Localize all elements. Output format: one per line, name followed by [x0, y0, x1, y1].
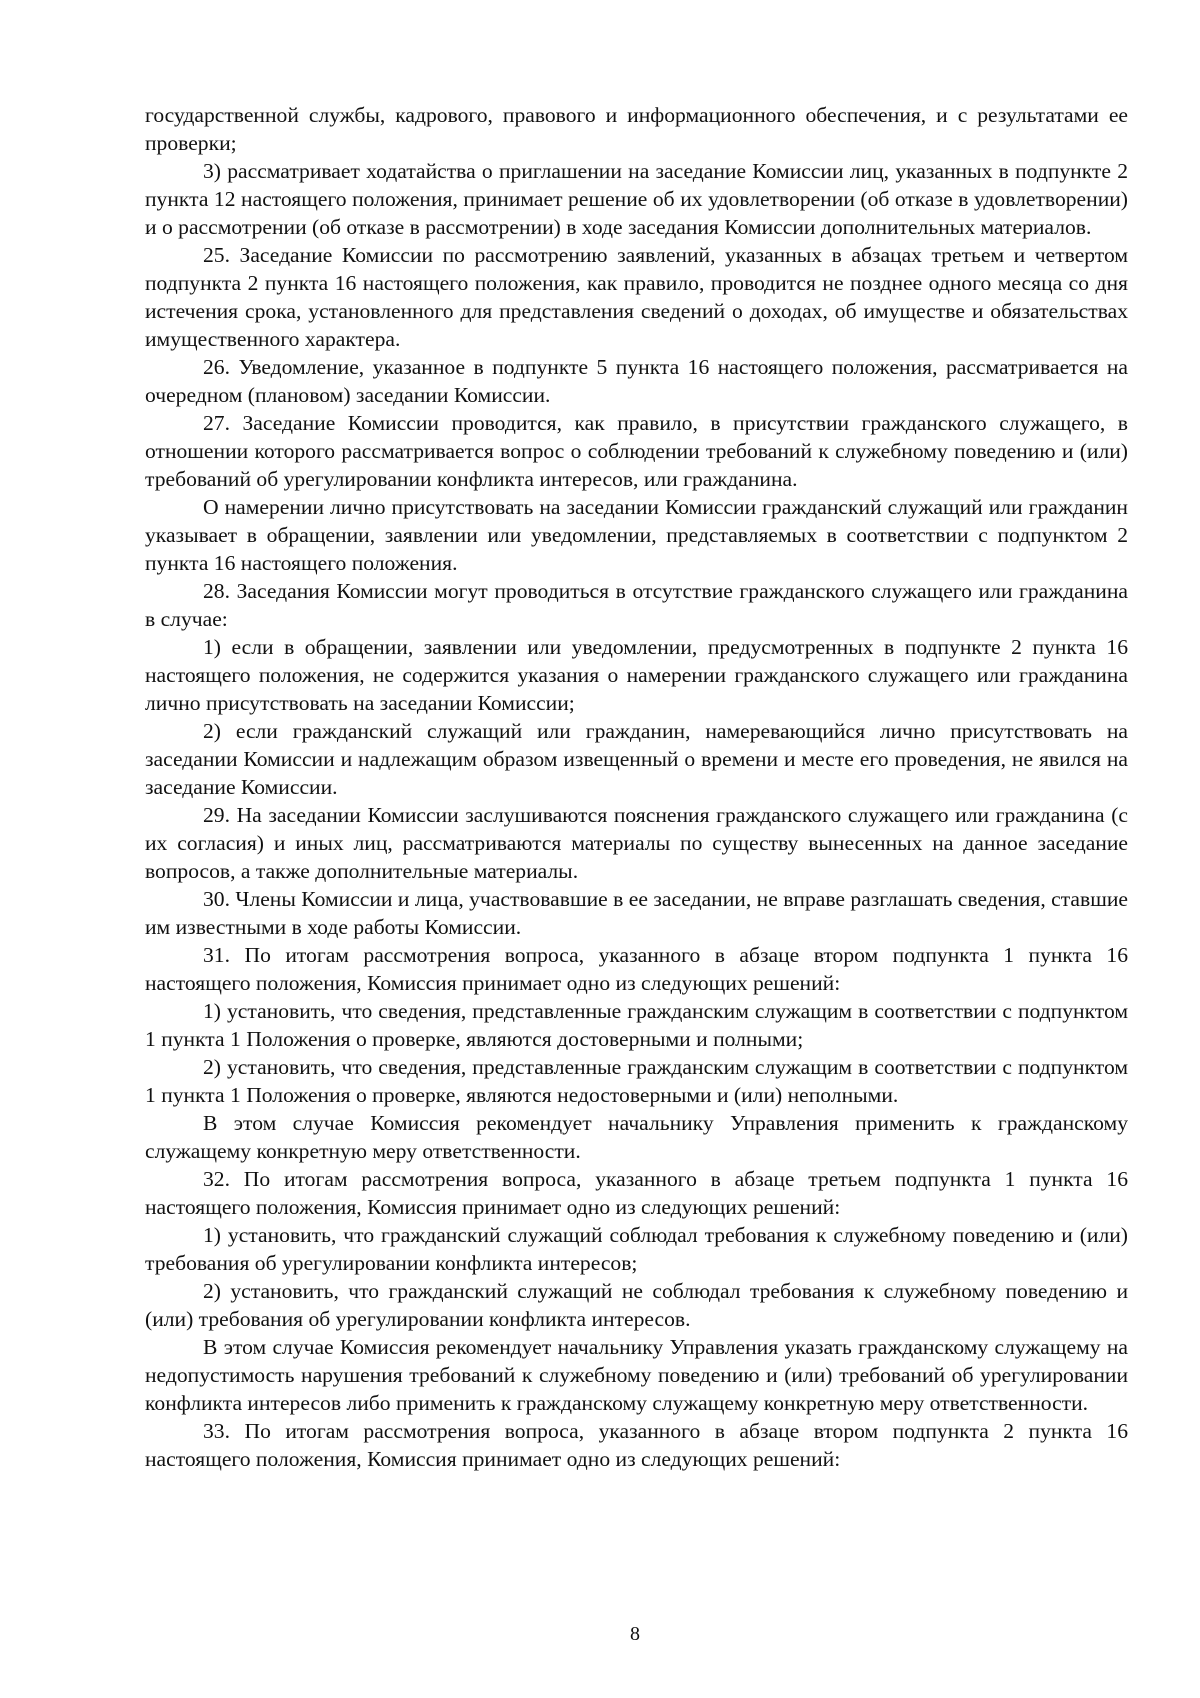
paragraph-27-intent: О намерении лично присутствовать на заседании Комиссии гражданский служащий или гражданин указывает в обращении, заявлении или уведомлении, представляемых в соответствии с подпунктом 2 пункта 16 настоящего положения. — [145, 495, 1128, 575]
paragraph-28-item-2: 2) если гражданский служащий или гражданин, намеревающийся лично присутствовать на заседании Комиссии и надлежащим образом извещенный о времени и месте его проведения, не явился на заседание Комиссии. — [145, 719, 1128, 799]
paragraph-32-item-2: 2) установить, что гражданский служащий не соблюдал требования к служебному поведению и (или) требования об урегулировании конфликта интересов. — [145, 1279, 1128, 1331]
paragraph-28-item-1: 1) если в обращении, заявлении или уведомлении, предусмотренных в подпункте 2 пункта 16 настоящего положения, не содержится указания о намерении гражданского служащего или гражданина лично присутствовать на заседании Комиссии; — [145, 635, 1128, 715]
paragraph-25: 25. Заседание Комиссии по рассмотрению заявлений, указанных в абзацах третьем и четвертом подпункта 2 пункта 16 настоящего положения, как правило, проводится не позднее одного месяца со дня истечения срока, установленного для представления сведений о доходах, об имуществе и обязательствах имущественного характера. — [145, 243, 1128, 351]
paragraph-33: 33. По итогам рассмотрения вопроса, указанного в абзаце втором подпункта 2 пункта 16 настоящего положения, Комиссия принимает одно из следующих решений: — [145, 1419, 1128, 1471]
page-number: 8 — [630, 1623, 640, 1645]
paragraph-32: 32. По итогам рассмотрения вопроса, указанного в абзаце третьем подпункта 1 пункта 16 настоящего положения, Комиссия принимает одно из следующих решений: — [145, 1167, 1128, 1219]
paragraph-29: 29. На заседании Комиссии заслушиваются пояснения гражданского служащего или гражданина (с их согласия) и иных лиц, рассматриваются материалы по существу вынесенных на данное заседание вопросов, а также дополнительные материалы. — [145, 803, 1128, 883]
document-body — [145, 101, 1128, 1473]
paragraph-27: 27. Заседание Комиссии проводится, как правило, в присутствии гражданского служащего, в отношении которого рассматривается вопрос о соблюдении требований к служебному поведению и (или) требований об урегулировании конфликта интересов, или гражданина. — [145, 411, 1128, 491]
paragraph-31-note: В этом случае Комиссия рекомендует начальнику Управления применить к гражданскому служащему конкретную меру ответственности. — [145, 1111, 1128, 1163]
paragraph-continuation: государственной службы, кадрового, правового и информационного обеспечения, и с результатами ее проверки; — [145, 103, 1128, 155]
paragraph-32-note: В этом случае Комиссия рекомендует начальнику Управления указать гражданскому служащему на недопустимость нарушения требований к служебному поведению и (или) требований об урегулировании конфликта интересов либо применить к гражданскому служащему конкретную меру ответственности. — [145, 1335, 1128, 1415]
paragraph-31: 31. По итогам рассмотрения вопроса, указанного в абзаце втором подпункта 1 пункта 16 настоящего положения, Комиссия принимает одно из следующих решений: — [145, 943, 1128, 995]
paragraph-30: 30. Члены Комиссии и лица, участвовавшие в ее заседании, не вправе разглашать сведения, ставшие им известными в ходе работы Комиссии. — [145, 887, 1128, 939]
paragraph-32-item-1: 1) установить, что гражданский служащий соблюдал требования к служебному поведению и (или) требования об урегулировании конфликта интересов; — [145, 1223, 1128, 1275]
paragraph-31-item-1: 1) установить, что сведения, представленные гражданским служащим в соответствии с подпунктом 1 пункта 1 Положения о проверке, являются достоверными и полными; — [145, 999, 1128, 1051]
paragraph-item-3: 3) рассматривает ходатайства о приглашении на заседание Комиссии лиц, указанных в подпункте 2 пункта 12 настоящего положения, принимает решение об их удовлетворении (об отказе в удовлетворении) и о рассмотрении (об отказе в рассмотрении) в ходе заседания Комиссии дополнительных материалов. — [145, 159, 1128, 239]
paragraph-28: 28. Заседания Комиссии могут проводиться в отсутствие гражданского служащего или гражданина в случае: — [145, 579, 1128, 631]
paragraph-31-item-2: 2) установить, что сведения, представленные гражданским служащим в соответствии с подпунктом 1 пункта 1 Положения о проверке, являются недостоверными и (или) неполными. — [145, 1055, 1128, 1107]
paragraph-26: 26. Уведомление, указанное в подпункте 5 пункта 16 настоящего положения, рассматривается на очередном (плановом) заседании Комиссии. — [145, 355, 1128, 407]
